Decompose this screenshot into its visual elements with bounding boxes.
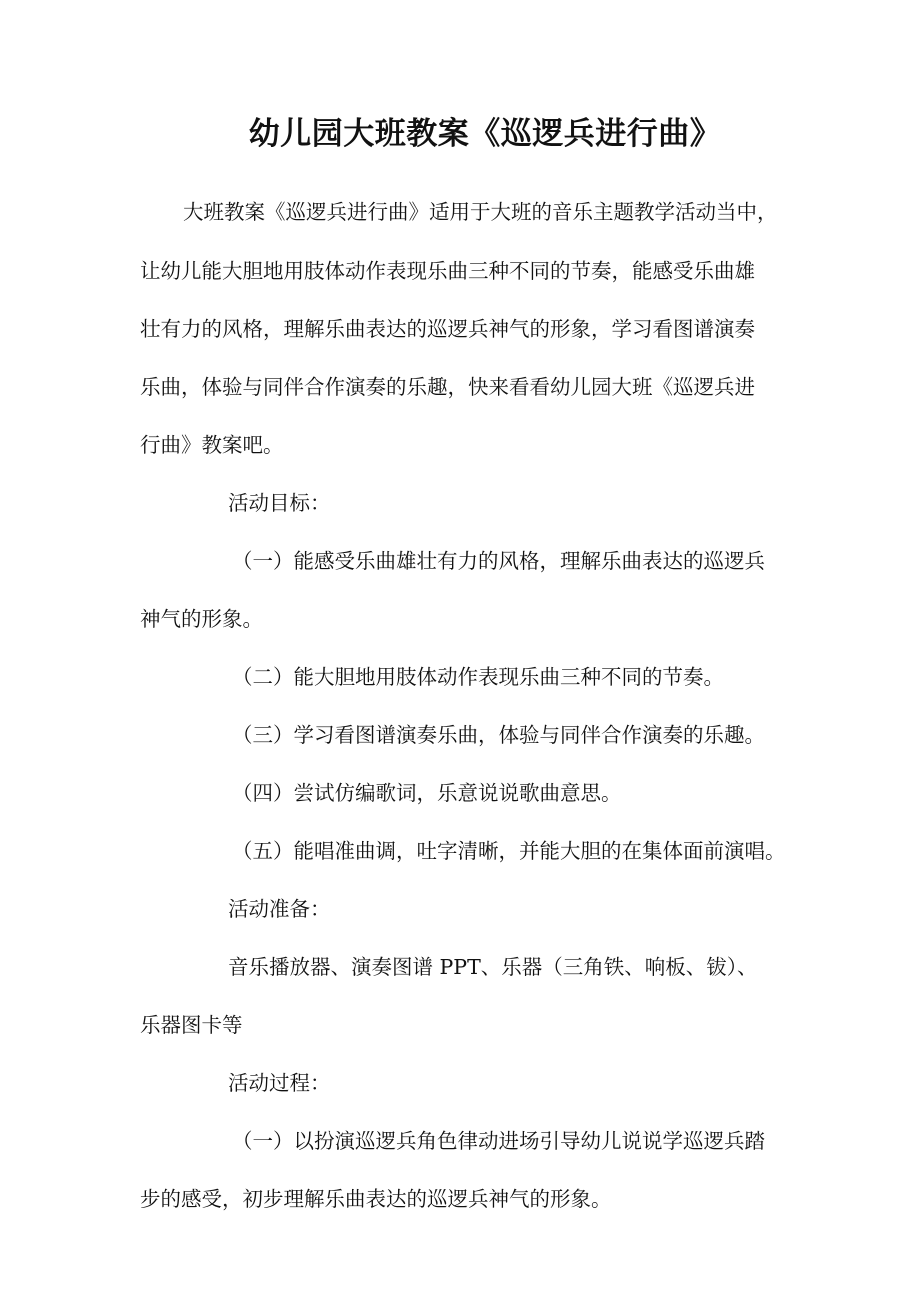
intro-line-5: 行曲》教案吧。 — [140, 433, 284, 457]
intro-line-3: 壮有力的风格，理解乐曲表达的巡逻兵神气的形象，学习看图谱演奏 — [140, 317, 755, 341]
objective-5: （五）能唱准曲调，吐字清晰，并能大胆的在集体面前演唱。 — [232, 839, 786, 863]
objective-3: （三）学习看图谱演奏乐曲，体验与同伴合作演奏的乐趣。 — [232, 723, 765, 747]
section-heading-process: 活动过程： — [228, 1071, 331, 1095]
objective-2: （二）能大胆地用肢体动作表现乐曲三种不同的节奏。 — [232, 665, 724, 689]
preparation-line-2: 乐器图卡等 — [140, 1013, 243, 1037]
objective-1-line-1: （一）能感受乐曲雄壮有力的风格，理解乐曲表达的巡逻兵 — [232, 549, 765, 573]
process-step-1-line-1: （一）以扮演巡逻兵角色律动进场引导幼儿说说学巡逻兵踏 — [232, 1129, 765, 1153]
document-title: 幼儿园大班教案《巡逻兵进行曲》 — [248, 116, 722, 152]
intro-line-2: 让幼儿能大胆地用肢体动作表现乐曲三种不同的节奏，能感受乐曲雄 — [140, 259, 755, 283]
preparation-line-1: 音乐播放器、演奏图谱 PPT、乐器（三角铁、响板、钹）、 — [228, 955, 758, 979]
section-heading-preparation: 活动准备： — [228, 897, 331, 921]
section-heading-objectives: 活动目标： — [228, 491, 331, 515]
process-step-1-line-2: 步的感受，初步理解乐曲表达的巡逻兵神气的形象。 — [140, 1187, 612, 1211]
objective-1-line-2: 神气的形象。 — [140, 607, 263, 631]
objective-4: （四）尝试仿编歌词，乐意说说歌曲意思。 — [232, 781, 622, 805]
intro-line-1: 大班教案《巡逻兵进行曲》适用于大班的音乐主题教学活动当中， — [183, 200, 778, 224]
intro-line-4: 乐曲，体验与同伴合作演奏的乐趣，快来看看幼儿园大班《巡逻兵进 — [140, 375, 755, 399]
